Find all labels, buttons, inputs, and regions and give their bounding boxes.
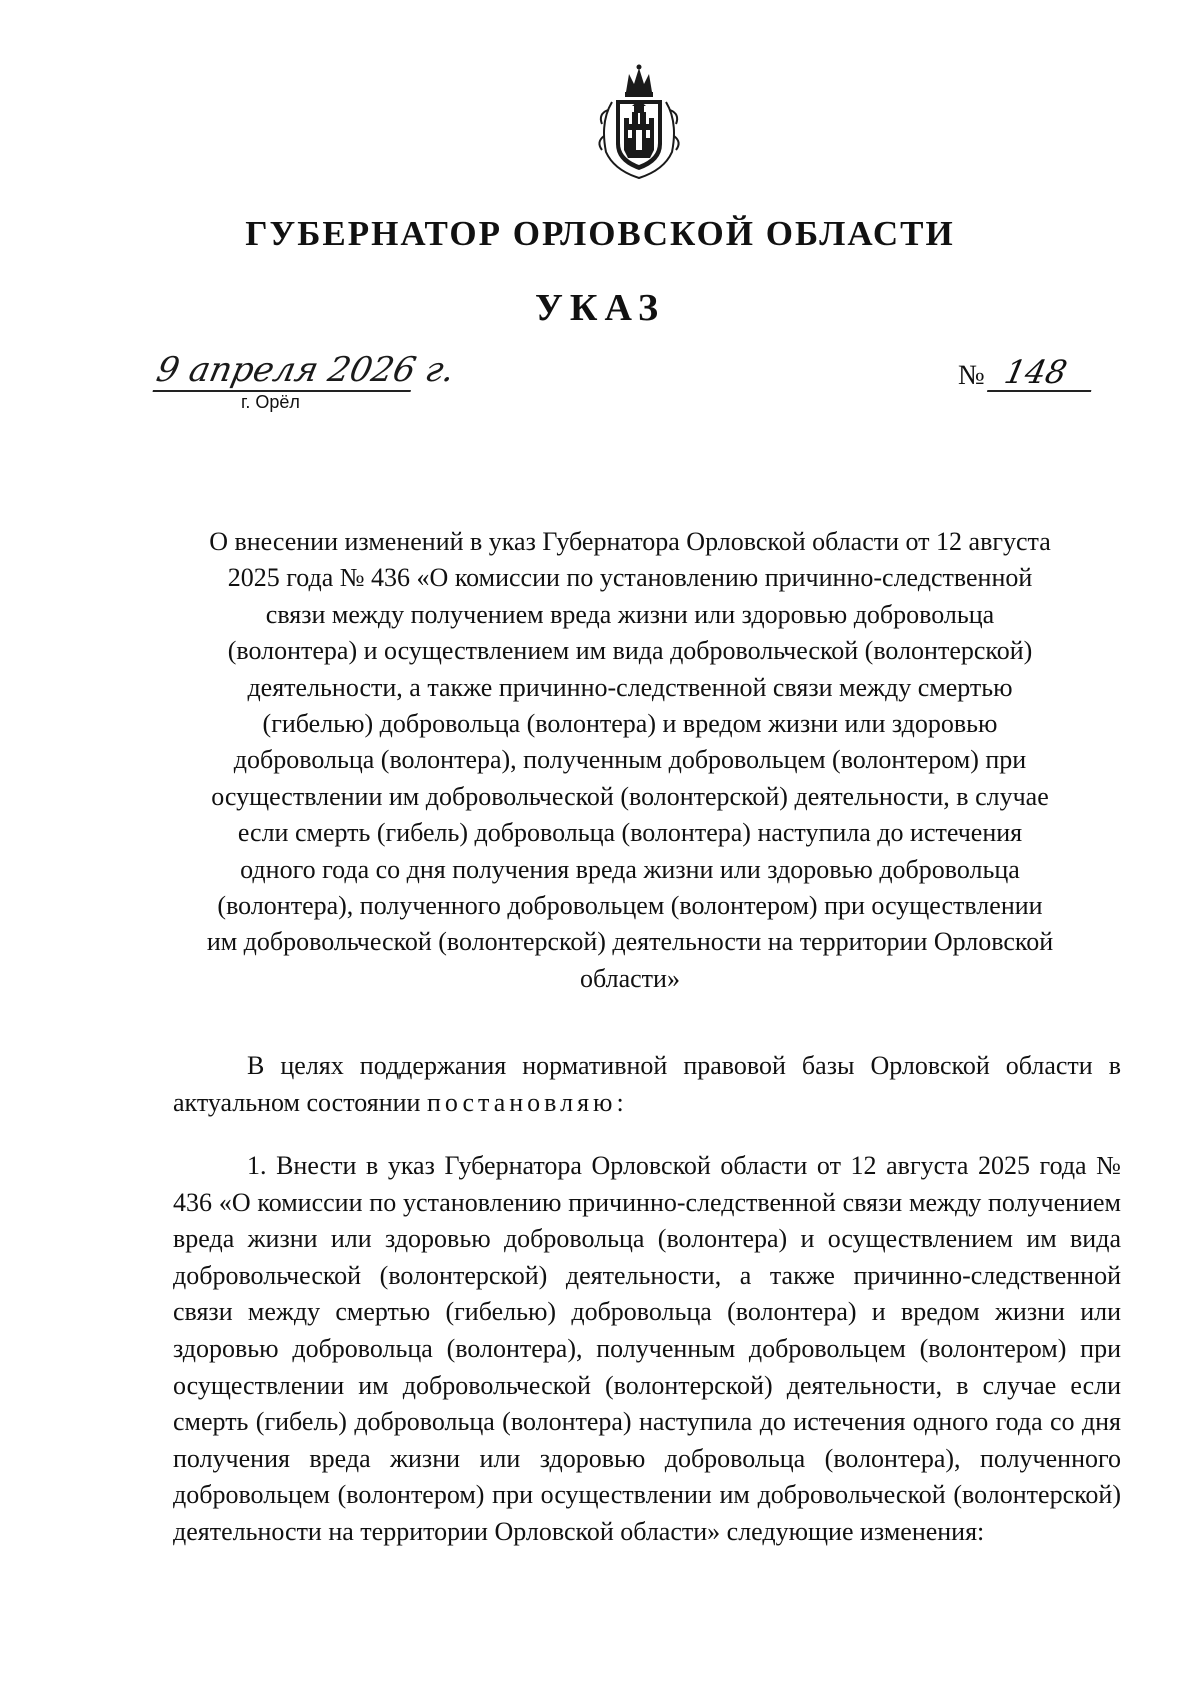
issuing-authority: ГУБЕРНАТОР ОРЛОВСКОЙ ОБЛАСТИ <box>245 214 955 253</box>
number-block <box>958 354 1108 392</box>
preamble-paragraph <box>173 1048 1121 1121</box>
preamble-text: В целях поддержания нормативной правовой базы Орловской области в актуальном состоянии <box>173 1051 1121 1117</box>
document-type: УКАЗ <box>535 287 665 329</box>
number-sign: № <box>958 360 985 391</box>
date-block <box>152 350 459 412</box>
handwritten-date: 9 апреля 2026 г. <box>152 350 459 390</box>
decree-word: постановляю: <box>426 1087 628 1117</box>
document-subject: О внесении изменений в указ Губернатора Орловской области от 12 августа 2025 года № 436 «О комиссии по установлению причинно-следственной связи между получением вреда жизни или здоровью добровольца (волонтера) и осуществлением им вида добровольческой (волонтерской) деятельности, а также причинно-следственной связи между смертью (гибелью) добровольца (волонтера) и вредом жизни или здоровью добровольца (волонтера), полученным добровольцем (волонтером) при осуществлении им добровольческой (волонтерской) деятельности, в случае если смерть (гибель) добровольца (волонтера) наступила до истечения одного года со дня получения вреда жизни или здоровью добровольца (волонтера), полученного добровольцем (волонтером) при осуществлении им добровольческой (волонтерской) деятельности на территории Орловской области» <box>206 527 1054 993</box>
coat-of-arms-icon <box>594 62 684 184</box>
city-label: г. Орёл <box>241 392 300 412</box>
item-paragraph: 1. Внести в указ Губернатора Орловской области от 12 августа 2025 года № 436 «О комиссии по установлению причинно-следственной связи между получением вреда жизни или здоровью добровольца (волонтера) и осуществлением им вида добровольческой (волонтерской) деятельности, а также причинно-следственной связи между смертью (гибелью) добровольца (волонтера) и вредом жизни или здоровью добровольца (волонтера), полученным добровольцем (волонтером) при осуществлении им добровольческой (волонтерской) деятельности, в случае если смерть (гибель) добровольца (волонтера) наступила до истечения одного года со дня получения вреда жизни или здоровью добровольца (волонтера), полученного добровольцем (волонтером) при осуществлении им добровольческой (волонтерской) деятельности на территории Орловской области» следующие изменения: <box>173 1151 1121 1546</box>
handwritten-number: 148 <box>987 354 1099 392</box>
